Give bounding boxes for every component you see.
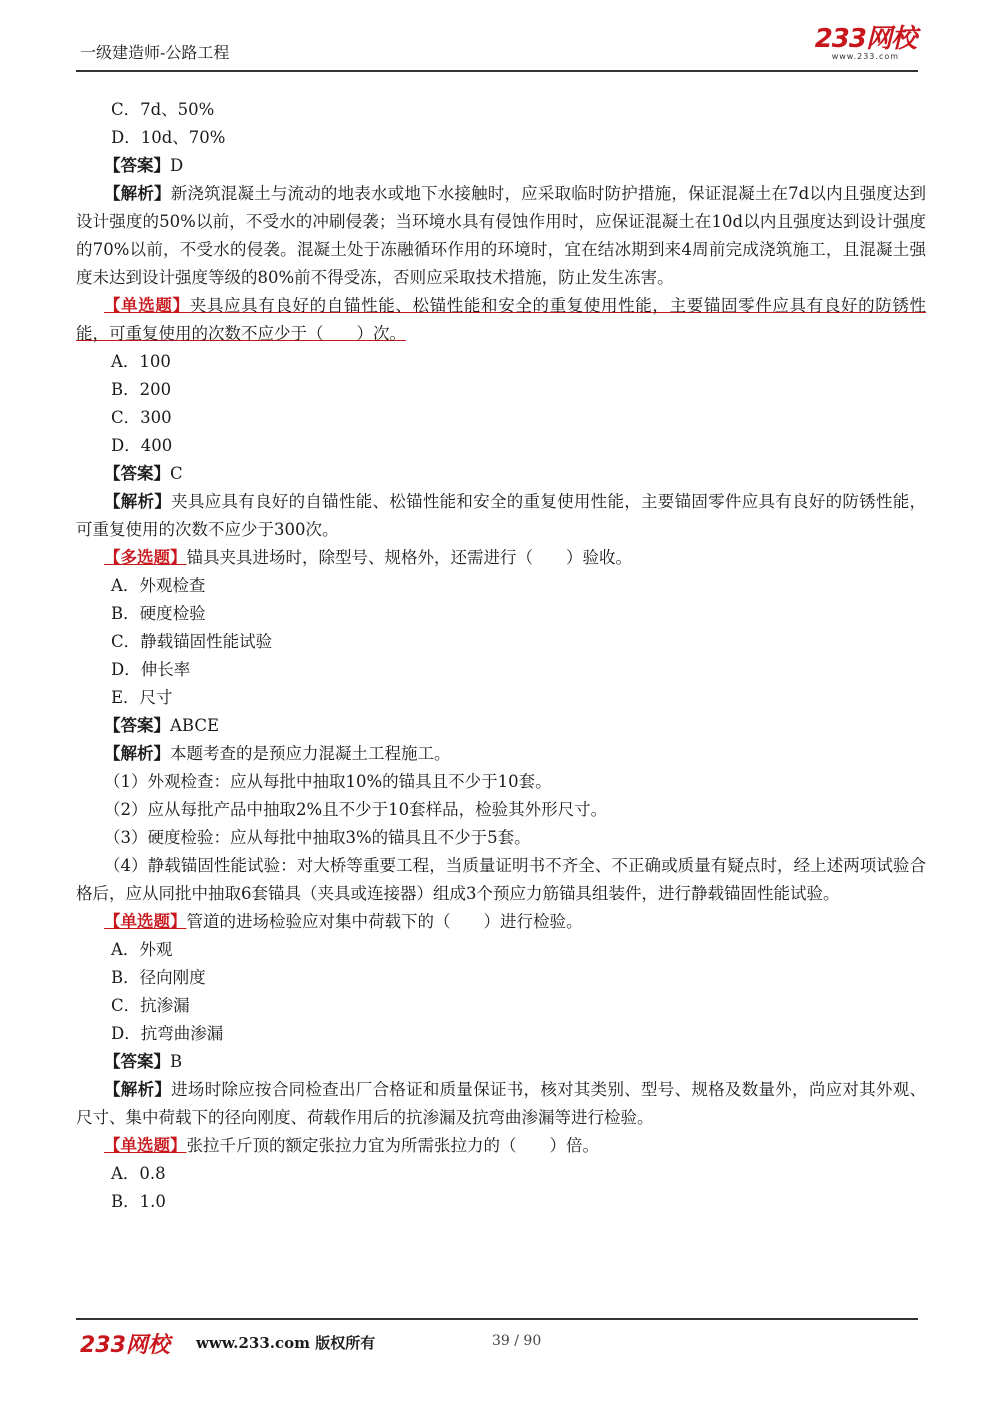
question-text: 张拉千斤顶的额定张拉力宜为所需张拉力的（ ）倍。	[186, 1136, 599, 1155]
analysis-point-text: （4）静载锚固性能试验：对大桥等重要工程，当质量证明书不齐全、不正确或质量有疑点时，经上述两项试验合格后，应从同批中抽取6套锚具（夹具或连接器）组成3个预应力筋锚具组装件，进行静载锚固性能试验。	[76, 856, 926, 903]
answer-tag: 【答案】	[104, 156, 170, 175]
page-number: 39 / 90	[492, 1333, 542, 1349]
option-a: A．外观	[111, 940, 173, 959]
answer-value: D	[170, 156, 184, 175]
answer-line	[76, 712, 926, 740]
analysis-paragraph	[76, 1076, 926, 1132]
option-a: A．100	[111, 352, 171, 371]
answer-value: B	[170, 1052, 183, 1071]
option-a: A．外观检查	[111, 576, 206, 595]
footer-divider	[76, 1318, 918, 1320]
answer-tag: 【答案】	[104, 464, 170, 483]
option-c: C．抗渗漏	[111, 996, 190, 1015]
analysis-point: （1）外观检查：应从每批中抽取10%的锚具且不少于10套。	[104, 772, 552, 791]
page-footer	[76, 1318, 924, 1368]
option-d: D．抗弯曲渗漏	[111, 1024, 224, 1043]
footer-logo[interactable]: 233网校	[80, 1333, 170, 1358]
option-b: B．径向刚度	[111, 968, 206, 987]
answer-line	[76, 1048, 926, 1076]
answer-line	[76, 152, 926, 180]
option-c: C．7d、50%	[111, 100, 215, 119]
option-c: C．300	[111, 408, 172, 427]
option-d: D．400	[111, 436, 173, 455]
analysis-line	[76, 740, 926, 768]
analysis-paragraph	[76, 488, 926, 544]
brand-logo[interactable]	[815, 26, 916, 62]
analysis-tag: 【解析】	[104, 184, 171, 203]
question-text: 管道的进场检验应对集中荷载下的（ ）进行检验。	[186, 912, 583, 931]
option-d: D．伸长率	[111, 660, 191, 679]
header-title: 一级建造师-公路工程	[80, 43, 230, 62]
option-b: B．硬度检验	[111, 604, 206, 623]
analysis-paragraph	[76, 180, 926, 292]
analysis-text: 本题考查的是预应力混凝土工程施工。	[170, 744, 451, 763]
page-header	[76, 0, 924, 72]
option-d: D．10d、70%	[111, 128, 226, 147]
analysis-point: （3）硬度检验：应从每批中抽取3%的锚具且不少于5套。	[104, 828, 531, 847]
answer-value: ABCE	[170, 716, 220, 735]
logo-url: www.233.com	[831, 52, 900, 61]
answer-value: C	[170, 464, 183, 483]
analysis-text: 新浇筑混凝土与流动的地表水或地下水接触时，应采取临时防护措施，保证混凝土在7d以内且强度达到设计强度的50%以前，不受水的冲刷侵袭；当环境水具有侵蚀作用时，应保证混凝土在10d以内且强度达到设计强度的70%以前，不受水的侵袭。混凝土处于冻融循环作用的环境时，宜在结冰期到来4周前完成浇筑施工，且混凝土强度未达到设计强度等级的80%前不得受冻，否则应采取技术措施，防止发生冻害。	[76, 184, 927, 287]
question-type: 【单选题】	[104, 296, 190, 315]
analysis-tag: 【解析】	[104, 744, 170, 763]
header-divider	[76, 70, 918, 72]
option-c: C．静载锚固性能试验	[111, 632, 273, 651]
question-text: 夹具应具有良好的自锚性能、松锚性能和安全的重复使用性能，主要锚固零件应具有良好的防锈性能，可重复使用的次数不应少于（ ）次。	[76, 296, 927, 343]
analysis-text: 进场时除应按合同检查出厂合格证和质量保证书，核对其类别、型号、规格及数量外，尚应对其外观、尺寸、集中荷载下的径向刚度、荷载作用后的抗渗漏及抗弯曲渗漏等进行检验。	[76, 1080, 926, 1127]
answer-tag: 【答案】	[104, 716, 170, 735]
option-e: E．尺寸	[111, 688, 173, 707]
option-b: B．200	[111, 380, 172, 399]
question-stem	[76, 544, 926, 572]
answer-line	[76, 460, 926, 488]
answer-tag: 【答案】	[104, 1052, 170, 1071]
option-b: B．1.0	[111, 1192, 166, 1211]
analysis-tag: 【解析】	[104, 492, 172, 511]
option-a: A．0.8	[111, 1164, 166, 1183]
question-stem	[76, 292, 926, 348]
analysis-point	[76, 852, 926, 908]
analysis-point: （2）应从每批产品中抽取2%且不少于10套样品，检验其外形尺寸。	[104, 800, 608, 819]
logo-text: 233网校	[814, 24, 916, 54]
question-type: 【单选题】	[104, 912, 187, 931]
question-stem	[76, 908, 926, 936]
analysis-text: 夹具应具有良好的自锚性能、松锚性能和安全的重复使用性能，主要锚固零件应具有良好的防锈性能，可重复使用的次数不应少于300次。	[76, 492, 926, 539]
document-body	[76, 96, 926, 1216]
question-type: 【单选题】	[104, 1136, 187, 1155]
footer-copyright[interactable]: www.233.com 版权所有	[196, 1334, 376, 1352]
question-text: 锚具夹具进场时，除型号、规格外，还需进行（ ）验收。	[186, 548, 632, 567]
question-type: 【多选题】	[104, 548, 187, 567]
analysis-tag: 【解析】	[104, 1080, 172, 1099]
question-stem	[76, 1132, 926, 1160]
